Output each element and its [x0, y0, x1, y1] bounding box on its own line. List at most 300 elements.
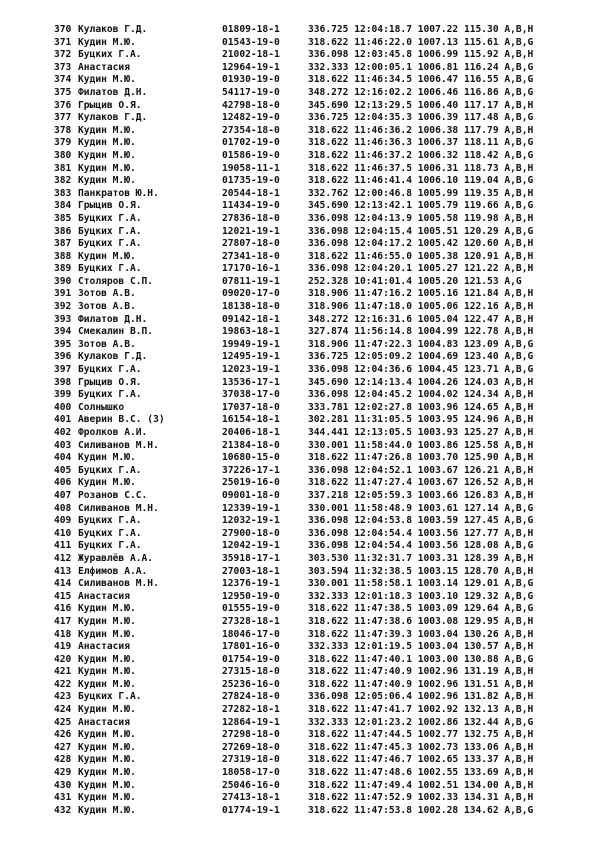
row-number: 378	[54, 124, 72, 136]
participant-name: Буцких Г.А.	[78, 389, 142, 401]
table-row	[54, 112, 574, 125]
row-number: 370	[54, 24, 72, 35]
result-values: 348.272 12:16:31.6 1005.04 122.47 A,B,H	[308, 313, 534, 325]
result-values: 318.622 11:46:41.4 1006.10 119.04 A,B,G	[308, 175, 534, 187]
table-row	[54, 37, 574, 50]
participant-name: Кудин М.Ю.	[78, 36, 136, 48]
table-row	[54, 553, 574, 566]
ring-id: 07811-19-1	[222, 275, 280, 287]
participant-name: Елфимов А.А.	[78, 565, 148, 577]
result-values: 318.622 11:46:34.5 1006.47 116.55 A,B,G	[308, 74, 534, 86]
table-row	[54, 137, 574, 150]
participant-name: Буцких Г.А.	[78, 238, 142, 250]
result-values: 318.622 11:47:40.9 1002.96 131.51 A,B,H	[308, 678, 534, 690]
table-row	[54, 238, 574, 251]
result-values: 336.098 12:04:54.4 1003.56 128.08 A,B,G	[308, 540, 534, 552]
table-row	[54, 780, 574, 793]
result-values: 345.690 12:14:13.4 1004.26 124.03 A,B,H	[308, 376, 534, 388]
table-row	[54, 490, 574, 503]
result-values: 336.098 12:04:15.4 1005.51 120.29 A,B,G	[308, 225, 534, 237]
ring-id: 18058-17-0	[222, 767, 280, 779]
row-number: 432	[54, 804, 72, 816]
participant-name: Силиванов М.Н.	[78, 502, 159, 514]
ring-id: 27354-18-0	[222, 124, 280, 136]
ring-id: 27807-18-0	[222, 238, 280, 250]
participant-name: Кудин М.Ю.	[78, 162, 136, 174]
row-number: 406	[54, 477, 72, 489]
row-number: 414	[54, 578, 72, 590]
participant-name: Анастасия	[78, 590, 130, 602]
ring-id: 12339-19-1	[222, 502, 280, 514]
table-row	[54, 515, 574, 528]
table-row	[54, 742, 574, 755]
table-row	[54, 402, 574, 415]
participant-name: Грыцив О.Я.	[78, 376, 142, 388]
table-row	[54, 49, 574, 62]
row-number: 392	[54, 301, 72, 313]
ring-id: 20406-18-1	[222, 427, 280, 438]
result-values: 318.622 11:47:52.9 1002.33 134.31 A,B,H	[308, 792, 534, 804]
table-row	[54, 767, 574, 780]
ring-id: 12376-19-1	[222, 578, 280, 590]
table-row	[54, 452, 574, 465]
result-values: 332.333 12:01:19.5 1003.04 130.57 A,B,H	[308, 641, 534, 653]
participant-name: Кудин М.Ю.	[78, 74, 136, 86]
table-row	[54, 654, 574, 667]
row-number: 372	[54, 49, 72, 61]
result-values: 336.098 12:04:36.6 1004.45 123.71 A,B,G	[308, 364, 534, 376]
table-row	[54, 641, 574, 654]
ring-id: 12864-19-1	[222, 716, 280, 728]
ring-id: 42798-18-0	[222, 99, 280, 111]
result-values: 318.906 11:47:16.2 1005.16 121.84 A,B,H	[308, 288, 534, 300]
participant-name: Зотов А.В.	[78, 301, 136, 313]
result-values: 336.098 12:04:20.1 1005.27 121.22 A,B,H	[308, 263, 534, 275]
participant-name: Силиванов М.Н.	[78, 439, 159, 451]
participant-name: Кудин М.Ю.	[78, 250, 136, 262]
row-number: 375	[54, 86, 72, 98]
ring-id: 19863-18-1	[222, 326, 280, 338]
row-number: 411	[54, 540, 72, 552]
ring-id: 01735-19-0	[222, 175, 280, 187]
participant-name: Кудин М.Ю.	[78, 149, 136, 161]
participant-name: Кудин М.Ю.	[78, 628, 136, 640]
row-number: 416	[54, 603, 72, 615]
row-number: 430	[54, 779, 72, 791]
ring-id: 01702-19-0	[222, 137, 280, 149]
ring-id: 01543-19-0	[222, 36, 280, 48]
table-row	[54, 389, 574, 402]
row-number: 413	[54, 565, 72, 577]
row-number: 423	[54, 691, 72, 703]
participant-name: Смекалин В.П.	[78, 326, 154, 338]
ring-id: 27003-18-1	[222, 565, 280, 577]
ring-id: 12042-19-1	[222, 540, 280, 552]
ring-id: 19058-11-1	[222, 162, 280, 174]
ring-id: 27315-18-0	[222, 666, 280, 678]
row-number: 371	[54, 36, 72, 48]
table-row	[54, 414, 574, 427]
ring-id: 27269-18-0	[222, 741, 280, 753]
table-row	[54, 200, 574, 213]
table-row	[54, 666, 574, 679]
participant-name: Розанов С.С.	[78, 489, 148, 501]
ring-id: 27341-18-0	[222, 250, 280, 262]
row-number: 381	[54, 162, 72, 174]
result-values: 330.001 11:58:58.1 1003.14 129.01 A,B,G	[308, 578, 534, 590]
ring-id: 27413-18-1	[222, 792, 280, 804]
result-values: 318.622 11:47:40.1 1003.00 130.88 A,B,G	[308, 653, 534, 665]
participant-name: Кулаков Г.Д.	[78, 24, 148, 35]
row-number: 394	[54, 326, 72, 338]
ring-id: 27298-18-0	[222, 729, 280, 741]
row-number: 388	[54, 250, 72, 262]
row-number: 415	[54, 590, 72, 602]
table-row	[54, 226, 574, 239]
table-row	[54, 717, 574, 730]
table-row	[54, 288, 574, 301]
table-row	[54, 578, 574, 591]
ring-id: 25019-16-0	[222, 477, 280, 489]
result-values: 336.098 12:04:52.1 1003.67 126.21 A,B,H	[308, 464, 534, 476]
participant-name: Кулаков Г.Д.	[78, 351, 148, 363]
participant-name: Буцких Г.А.	[78, 225, 142, 237]
result-values: 318.622 11:47:27.4 1003.67 126.52 A,B,H	[308, 477, 534, 489]
row-number: 407	[54, 489, 72, 501]
ring-id: 12950-19-0	[222, 590, 280, 602]
participant-name: Кудин М.Ю.	[78, 615, 136, 627]
result-values: 330.001 11:58:44.0 1003.86 125.58 A,B,H	[308, 439, 534, 451]
result-values: 303.530 11:32:31.7 1003.31 128.39 A,B,H	[308, 552, 534, 564]
ring-id: 27824-18-0	[222, 691, 280, 703]
result-values: 327.874 11:56:14.8 1004.99 122.78 A,B,H	[308, 326, 534, 338]
row-number: 389	[54, 263, 72, 275]
result-values: 318.622 11:46:22.0 1007.13 115.61 A,B,G	[308, 36, 534, 48]
ring-id: 12964-19-1	[222, 61, 280, 73]
result-values: 318.622 11:46:55.0 1005.38 120.91 A,B,H	[308, 250, 534, 262]
row-number: 380	[54, 149, 72, 161]
participant-name: Филатов Д.Н.	[78, 313, 148, 325]
result-values: 336.098 12:05:06.4 1002.96 131.82 A,B,H	[308, 691, 534, 703]
result-values: 336.098 12:04:54.4 1003.56 127.77 A,B,H	[308, 527, 534, 539]
participant-name: Кулаков Г.Д.	[78, 112, 148, 124]
ring-id: 17037-18-0	[222, 401, 280, 413]
ring-id: 16154-18-1	[222, 414, 280, 426]
table-row	[54, 377, 574, 390]
result-values: 252.328 10:41:01.4 1005.20 121.53 A,G	[308, 275, 522, 287]
table-row	[54, 24, 574, 37]
ring-id: 09020-17-0	[222, 288, 280, 300]
ring-id: 12023-19-1	[222, 364, 280, 376]
result-values: 348.272 12:16:02.2 1006.46 116.86 A,B,G	[308, 86, 534, 98]
participant-name: Кудин М.Ю.	[78, 666, 136, 678]
row-number: 404	[54, 452, 72, 464]
table-row	[54, 62, 574, 75]
participant-name: Буцких Г.А.	[78, 263, 142, 275]
ring-id: 27319-18-0	[222, 754, 280, 766]
ring-id: 01555-19-0	[222, 603, 280, 615]
result-values: 336.098 12:04:13.9 1005.58 119.98 A,B,H	[308, 212, 534, 224]
table-row	[54, 503, 574, 516]
table-row	[54, 213, 574, 226]
participant-name: Столяров С.П.	[78, 275, 154, 287]
row-number: 402	[54, 427, 72, 438]
participant-name: Кудин М.Ю.	[78, 741, 136, 753]
row-number: 431	[54, 792, 72, 804]
table-row	[54, 440, 574, 453]
table-row	[54, 691, 574, 704]
participant-name: Журавлёв А.А.	[78, 552, 154, 564]
row-number: 382	[54, 175, 72, 187]
participant-name: Кудин М.Ю.	[78, 477, 136, 489]
row-number: 373	[54, 61, 72, 73]
table-row	[54, 792, 574, 805]
ring-id: 12495-19-1	[222, 351, 280, 363]
result-values: 318.622 11:46:36.2 1006.38 117.79 A,B,H	[308, 124, 534, 136]
ring-id: 20544-18-1	[222, 187, 280, 199]
row-number: 377	[54, 112, 72, 124]
row-number: 379	[54, 137, 72, 149]
ring-id: 27282-18-1	[222, 704, 280, 716]
ring-id: 01586-19-0	[222, 149, 280, 161]
table-row	[54, 150, 574, 163]
result-values: 330.001 11:58:48.9 1003.61 127.14 A,B,G	[308, 502, 534, 514]
participant-name: Анастасия	[78, 716, 130, 728]
participant-name: Кудин М.Ю.	[78, 603, 136, 615]
result-values: 336.098 12:04:53.8 1003.59 127.45 A,B,G	[308, 515, 534, 527]
result-values: 345.690 12:13:29.5 1006.40 117.17 A,B,H	[308, 99, 534, 111]
row-number: 417	[54, 615, 72, 627]
table-row	[54, 100, 574, 113]
table-row	[54, 603, 574, 616]
result-values: 336.725 12:04:18.7 1007.22 115.30 A,B,H	[308, 24, 534, 35]
result-values: 318.622 11:47:41.7 1002.92 132.13 A,B,H	[308, 704, 534, 716]
participant-name: Кудин М.Ю.	[78, 779, 136, 791]
table-row	[54, 540, 574, 553]
ring-id: 37226-17-1	[222, 464, 280, 476]
ring-id: 18046-17-0	[222, 628, 280, 640]
ring-id: 54117-19-0	[222, 86, 280, 98]
ring-id: 37038-17-0	[222, 389, 280, 401]
table-row	[54, 805, 574, 818]
row-number: 390	[54, 275, 72, 287]
row-number: 386	[54, 225, 72, 237]
table-row	[54, 125, 574, 138]
participant-name: Кудин М.Ю.	[78, 754, 136, 766]
ring-id: 10680-15-0	[222, 452, 280, 464]
row-number: 398	[54, 376, 72, 388]
table-row	[54, 528, 574, 541]
participant-name: Буцких Г.А.	[78, 49, 142, 61]
ring-id: 01809-18-1	[222, 24, 280, 35]
table-row	[54, 754, 574, 767]
ring-id: 27900-18-0	[222, 527, 280, 539]
row-number: 427	[54, 741, 72, 753]
participant-name: Анастасия	[78, 641, 130, 653]
result-values: 318.622 11:46:37.2 1006.32 118.42 A,B,G	[308, 149, 534, 161]
result-values: 332.333 12:01:18.3 1003.10 129.32 A,B,G	[308, 590, 534, 602]
result-values: 345.690 12:13:42.1 1005.79 119.66 A,B,G	[308, 200, 534, 212]
participant-name: Солнышко	[78, 401, 125, 413]
row-number: 393	[54, 313, 72, 325]
table-row	[54, 301, 574, 314]
ring-id: 25046-16-0	[222, 779, 280, 791]
row-number: 391	[54, 288, 72, 300]
row-number: 405	[54, 464, 72, 476]
participant-name: Кудин М.Ю.	[78, 175, 136, 187]
ring-id: 25236-16-0	[222, 678, 280, 690]
result-values: 318.622 11:47:53.8 1002.28 134.62 A,B,G	[308, 804, 534, 816]
row-number: 418	[54, 628, 72, 640]
result-values: 333.781 12:02:27.8 1003.96 124.65 A,B,H	[308, 401, 534, 413]
result-values: 303.594 11:32:38.5 1003.15 128.70 A,B,H	[308, 565, 534, 577]
table-row	[54, 188, 574, 201]
row-number: 426	[54, 729, 72, 741]
result-values: 336.098 12:04:17.2 1005.42 120.60 A,B,H	[308, 238, 534, 250]
result-values: 302.281 11:31:05.5 1003.95 124.96 A,B,H	[308, 414, 534, 426]
row-number: 425	[54, 716, 72, 728]
participant-name: Буцких Г.А.	[78, 212, 142, 224]
row-number: 397	[54, 364, 72, 376]
table-row	[54, 175, 574, 188]
ring-id: 21002-18-1	[222, 49, 280, 61]
ring-id: 27328-18-1	[222, 615, 280, 627]
participant-name: Буцких Г.А.	[78, 691, 142, 703]
participant-name: Кудин М.Ю.	[78, 653, 136, 665]
table-row	[54, 339, 574, 352]
result-values: 318.622 11:47:49.4 1002.51 134.00 A,B,H	[308, 779, 534, 791]
result-values: 344.441 12:13:05.5 1003.93 125.27 A,B,H	[308, 427, 534, 438]
row-number: 374	[54, 74, 72, 86]
ring-id: 12021-19-1	[222, 225, 280, 237]
row-number: 412	[54, 552, 72, 564]
result-values: 318.622 11:46:37.5 1006.31 118.73 A,B,H	[308, 162, 534, 174]
row-number: 395	[54, 338, 72, 350]
row-number: 429	[54, 767, 72, 779]
participant-name: Буцких Г.А.	[78, 515, 142, 527]
table-row	[54, 364, 574, 377]
row-number: 410	[54, 527, 72, 539]
result-values: 336.098 12:03:45.8 1006.99 115.92 A,B,H	[308, 49, 534, 61]
participant-name: Кудин М.Ю.	[78, 124, 136, 136]
result-values: 318.622 11:47:44.5 1002.77 132.75 A,B,H	[308, 729, 534, 741]
row-number: 420	[54, 653, 72, 665]
participant-name: Кудин М.Ю.	[78, 729, 136, 741]
row-number: 401	[54, 414, 72, 426]
table-row	[54, 263, 574, 276]
participant-name: Кудин М.Ю.	[78, 452, 136, 464]
result-values: 318.622 11:47:39.3 1003.04 130.26 A,B,H	[308, 628, 534, 640]
row-number: 409	[54, 515, 72, 527]
results-table	[54, 24, 574, 817]
result-values: 318.622 11:47:38.5 1003.09 129.64 A,B,G	[308, 603, 534, 615]
result-values: 336.725 12:04:35.3 1006.39 117.48 A,B,G	[308, 112, 534, 124]
row-number: 424	[54, 704, 72, 716]
result-values: 318.622 11:47:38.6 1003.08 129.95 A,B,H	[308, 615, 534, 627]
table-row	[54, 427, 574, 440]
participant-name: Грыцив О.Я.	[78, 200, 142, 212]
participant-name: Силиванов М.Н.	[78, 578, 159, 590]
result-values: 318.622 11:47:40.9 1002.96 131.19 A,B,H	[308, 666, 534, 678]
ring-id: 01754-19-0	[222, 653, 280, 665]
ring-id: 13536-17-1	[222, 376, 280, 388]
table-row	[54, 591, 574, 604]
row-number: 387	[54, 238, 72, 250]
ring-id: 01774-19-1	[222, 804, 280, 816]
participant-name: Фролков А.И.	[78, 427, 148, 438]
result-values: 336.725 12:05:09.2 1004.69 123.40 A,B,G	[308, 351, 534, 363]
table-row	[54, 326, 574, 339]
table-row	[54, 616, 574, 629]
result-values: 332.333 12:01:23.2 1002.86 132.44 A,B,G	[308, 716, 534, 728]
table-row	[54, 704, 574, 717]
participant-name: Кудин М.Ю.	[78, 137, 136, 149]
row-number: 384	[54, 200, 72, 212]
result-values: 318.622 11:47:26.8 1003.70 125.90 A,B,H	[308, 452, 534, 464]
ring-id: 01930-19-0	[222, 74, 280, 86]
row-number: 408	[54, 502, 72, 514]
result-values: 318.622 11:47:45.3 1002.73 133.06 A,B,H	[308, 741, 534, 753]
participant-name: Анастасия	[78, 61, 130, 73]
row-number: 422	[54, 678, 72, 690]
table-row	[54, 276, 574, 289]
ring-id: 19949-19-1	[222, 338, 280, 350]
participant-name: Филатов Д.Н.	[78, 86, 148, 98]
row-number: 396	[54, 351, 72, 363]
table-row	[54, 465, 574, 478]
result-values: 332.762 12:00:46.8 1005.99 119.35 A,B,H	[308, 187, 534, 199]
row-number: 421	[54, 666, 72, 678]
participant-name: Кудин М.Ю.	[78, 804, 136, 816]
row-number: 400	[54, 401, 72, 413]
result-values: 318.622 11:47:48.6 1002.55 133.69 A,B,H	[308, 767, 534, 779]
ring-id: 17801-16-0	[222, 641, 280, 653]
table-row	[54, 629, 574, 642]
participant-name: Кудин М.Ю.	[78, 678, 136, 690]
participant-name: Кудин М.Ю.	[78, 792, 136, 804]
ring-id: 09001-18-0	[222, 489, 280, 501]
ring-id: 12032-19-1	[222, 515, 280, 527]
row-number: 383	[54, 187, 72, 199]
row-number: 376	[54, 99, 72, 111]
participant-name: Кудин М.Ю.	[78, 767, 136, 779]
result-values: 318.906 11:47:18.0 1005.06 122.16 A,B,H	[308, 301, 534, 313]
ring-id: 21384-18-0	[222, 439, 280, 451]
result-values: 332.333 12:00:05.1 1006.81 116.24 A,B,G	[308, 61, 534, 73]
ring-id: 09142-18-1	[222, 313, 280, 325]
participant-name: Буцких Г.А.	[78, 540, 142, 552]
participant-name: Буцких Г.А.	[78, 527, 142, 539]
result-values: 318.906 11:47:22.3 1004.83 123.09 A,B,G	[308, 338, 534, 350]
ring-id: 18138-18-0	[222, 301, 280, 313]
row-number: 403	[54, 439, 72, 451]
result-values: 318.622 11:46:36.3 1006.37 118.11 A,B,G	[308, 137, 534, 149]
table-row	[54, 729, 574, 742]
table-row	[54, 87, 574, 100]
row-number: 399	[54, 389, 72, 401]
table-row	[54, 74, 574, 87]
ring-id: 12482-19-0	[222, 112, 280, 124]
participant-name: Буцких Г.А.	[78, 364, 142, 376]
result-values: 336.098 12:04:45.2 1004.02 124.34 A,B,H	[308, 389, 534, 401]
participant-name: Аверин В.С. (З)	[78, 414, 165, 426]
row-number: 385	[54, 212, 72, 224]
table-row	[54, 566, 574, 579]
table-row	[54, 477, 574, 490]
participant-name: Зотов А.В.	[78, 288, 136, 300]
ring-id: 27836-18-0	[222, 212, 280, 224]
result-values: 318.622 11:47:46.7 1002.65 133.37 A,B,H	[308, 754, 534, 766]
